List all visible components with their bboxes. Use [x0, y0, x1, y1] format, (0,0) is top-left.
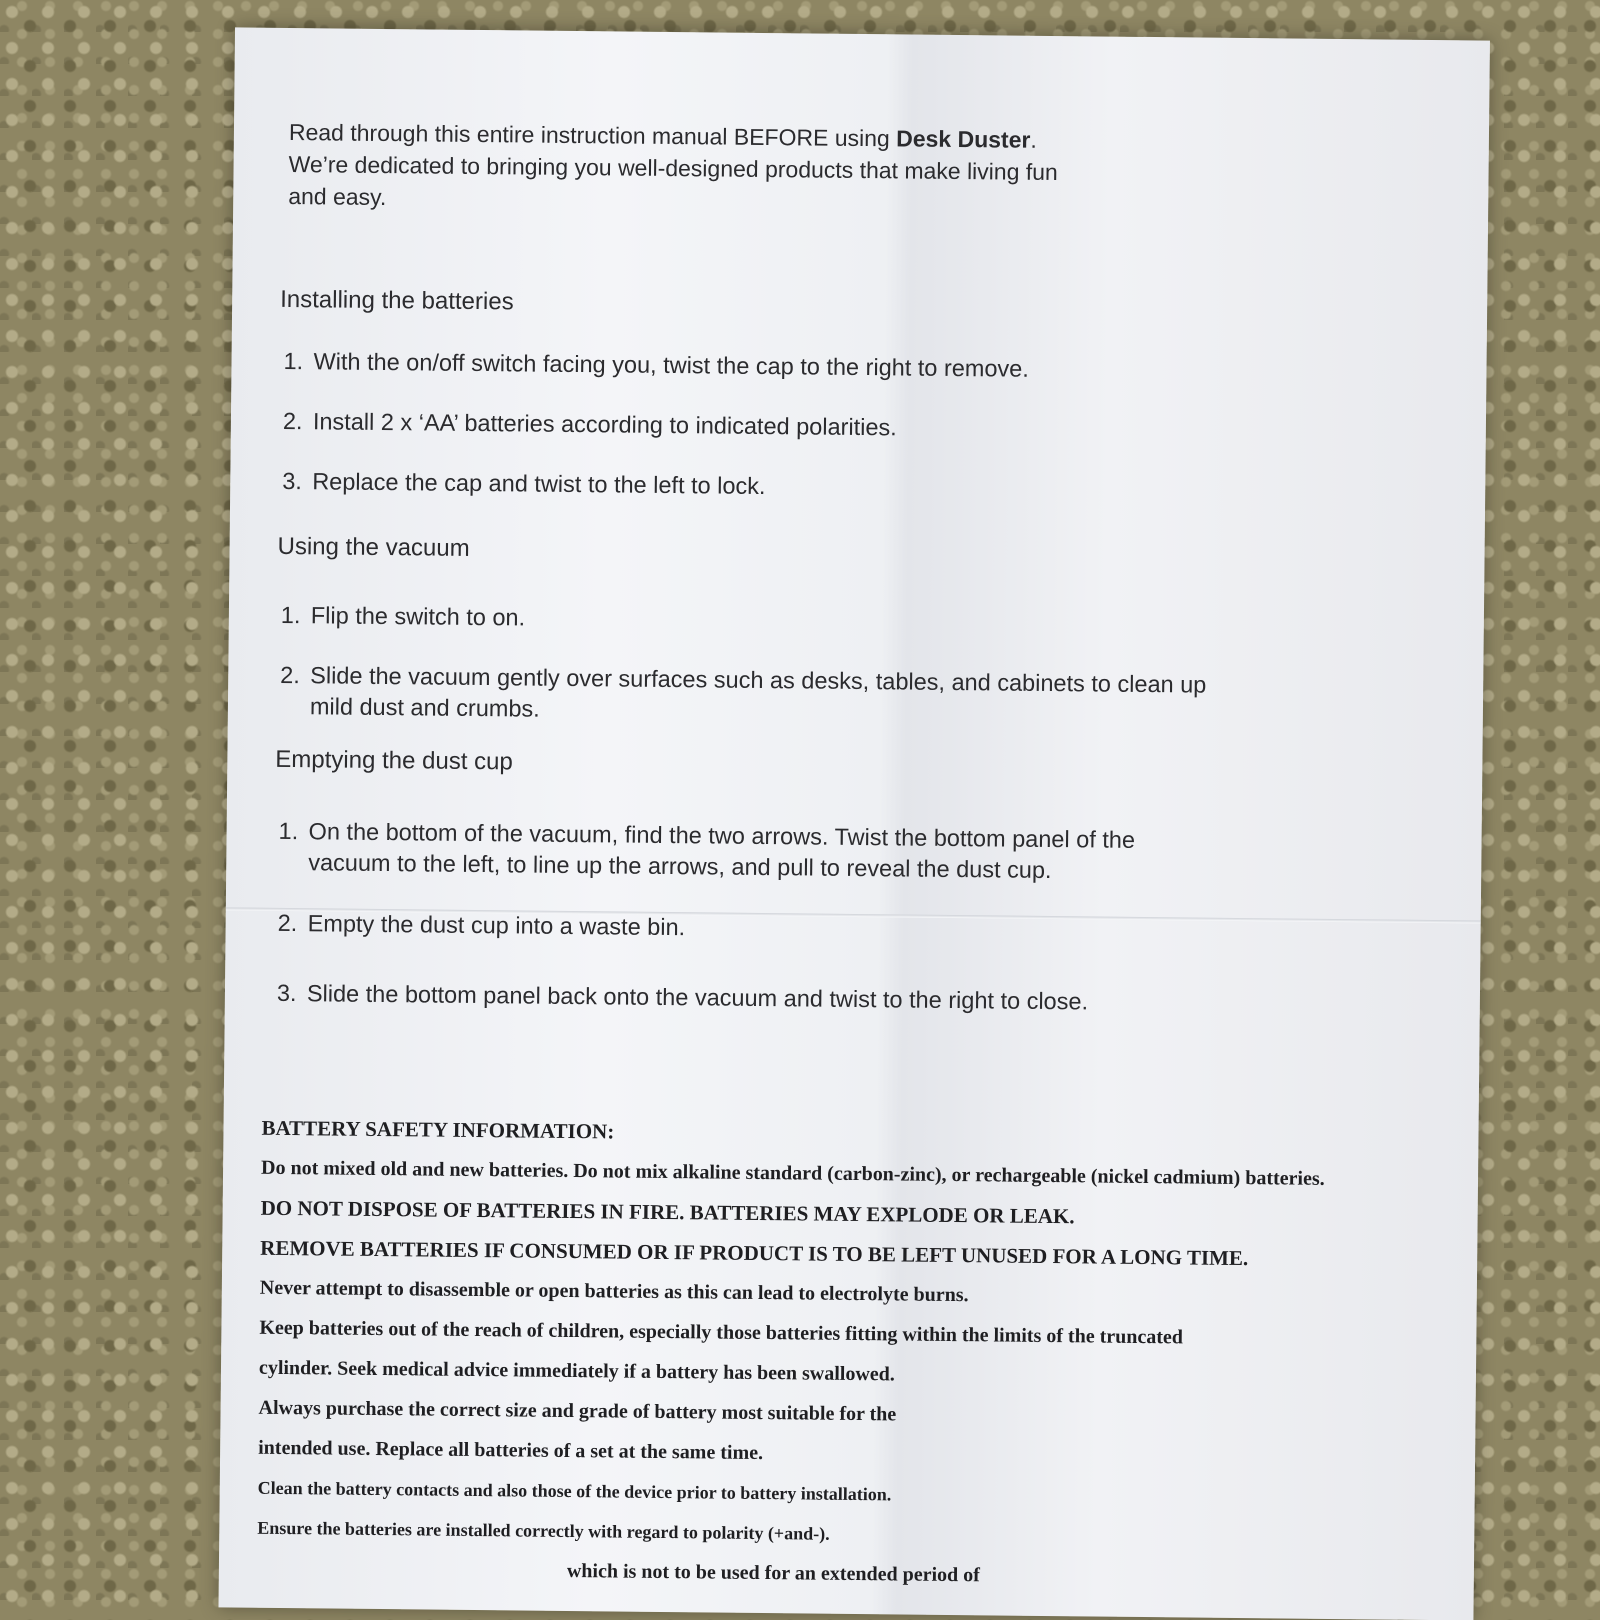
emptying-step-1 — [278, 816, 1319, 889]
step-number: 1. — [278, 817, 299, 845]
intro-line-1-end: . — [1030, 126, 1037, 153]
step-number: 2. — [280, 661, 301, 689]
safety-line: Do not mixed old and new batteries. Do not mix alkaline standard (carbon-zinc), or rechargeable (nickel cadmium) batteries. — [260, 1156, 1325, 1190]
installing-step-3 — [282, 466, 1322, 508]
safety-line: Clean the battery contacts and also those of the device prior to battery installation. — [257, 1477, 892, 1505]
installing-step-2 — [283, 406, 1323, 448]
step-text: On the bottom of the vacuum, find the two arrows. Twist the bottom panel of the — [308, 818, 1136, 853]
step-number: 2. — [282, 407, 303, 435]
step-number: 2. — [277, 909, 298, 937]
section-heading-installing: Installing the batteries — [280, 285, 514, 316]
safety-line: Ensure the batteries are installed correctly with regard to polarity (+and-). — [257, 1517, 830, 1544]
safety-line: Keep batteries out of the reach of children, especially those batteries fitting within the limits of the truncated — [259, 1316, 1184, 1349]
safety-line: Always purchase the correct size and grade of battery most suitable for the — [258, 1396, 897, 1426]
safety-line: Never attempt to disassemble or open batteries as this can lead to electrolyte burns. — [259, 1276, 969, 1307]
section-heading-using: Using the vacuum — [277, 532, 470, 562]
battery-safety-section — [257, 1108, 1442, 1600]
step-text: Slide the bottom panel back onto the vacuum and twist to the right to close. — [306, 980, 1089, 1015]
step-text: Replace the cap and twist to the left to lock. — [312, 468, 766, 500]
section-heading-emptying: Emptying the dust cup — [275, 745, 513, 776]
step-text: Install 2 x ‘AA’ batteries according to indicated polarities. — [312, 408, 897, 441]
safety-line: cylinder. Seek medical advice immediately if a battery has been swallowed. — [258, 1356, 895, 1386]
using-step-2 — [280, 660, 1321, 733]
intro-paragraph — [288, 116, 1149, 221]
emptying-step-3 — [277, 978, 1317, 1020]
step-number: 1. — [283, 347, 304, 375]
safety-line: intended use. Replace all batteries of a set at the same time. — [258, 1436, 764, 1465]
using-step-1 — [281, 600, 1321, 642]
intro-line-1-text: Read through this entire instruction manual BEFORE using — [288, 118, 890, 152]
intro-line-2: We’re dedicated to bringing you well-designed products that make living fun — [288, 150, 1058, 186]
product-name: Desk Duster — [896, 125, 1031, 153]
step-text: Empty the dust cup into a waste bin. — [307, 910, 686, 941]
instruction-sheet — [218, 27, 1489, 1620]
safety-line: DO NOT DISPOSE OF BATTERIES IN FIRE. BATTERIES MAY EXPLODE OR LEAK. — [260, 1195, 1075, 1229]
installing-step-1 — [283, 346, 1323, 388]
step-number: 3. — [282, 467, 303, 495]
safety-line-partial: which is not to be used for an extended period of — [566, 1559, 980, 1587]
emptying-step-2 — [277, 908, 1317, 950]
intro-line-3: and easy. — [288, 182, 387, 211]
step-text: With the on/off switch facing you, twist the cap to the right to remove. — [313, 348, 1030, 382]
step-text-continued: vacuum to the left, to line up the arrows, and pull to reveal the dust cup. — [308, 849, 1052, 884]
step-text: Slide the vacuum gently over surfaces such as desks, tables, and cabinets to clean up — [310, 662, 1207, 698]
step-number: 1. — [280, 601, 301, 629]
step-number: 3. — [276, 979, 297, 1007]
step-text-continued: mild dust and crumbs. — [309, 693, 540, 722]
safety-line: REMOVE BATTERIES IF CONSUMED OR IF PRODUCT IS TO BE LEFT UNUSED FOR A LONG TIME. — [260, 1235, 1249, 1271]
safety-title: BATTERY SAFETY INFORMATION: — [261, 1115, 615, 1144]
step-text: Flip the switch to on. — [310, 602, 526, 631]
